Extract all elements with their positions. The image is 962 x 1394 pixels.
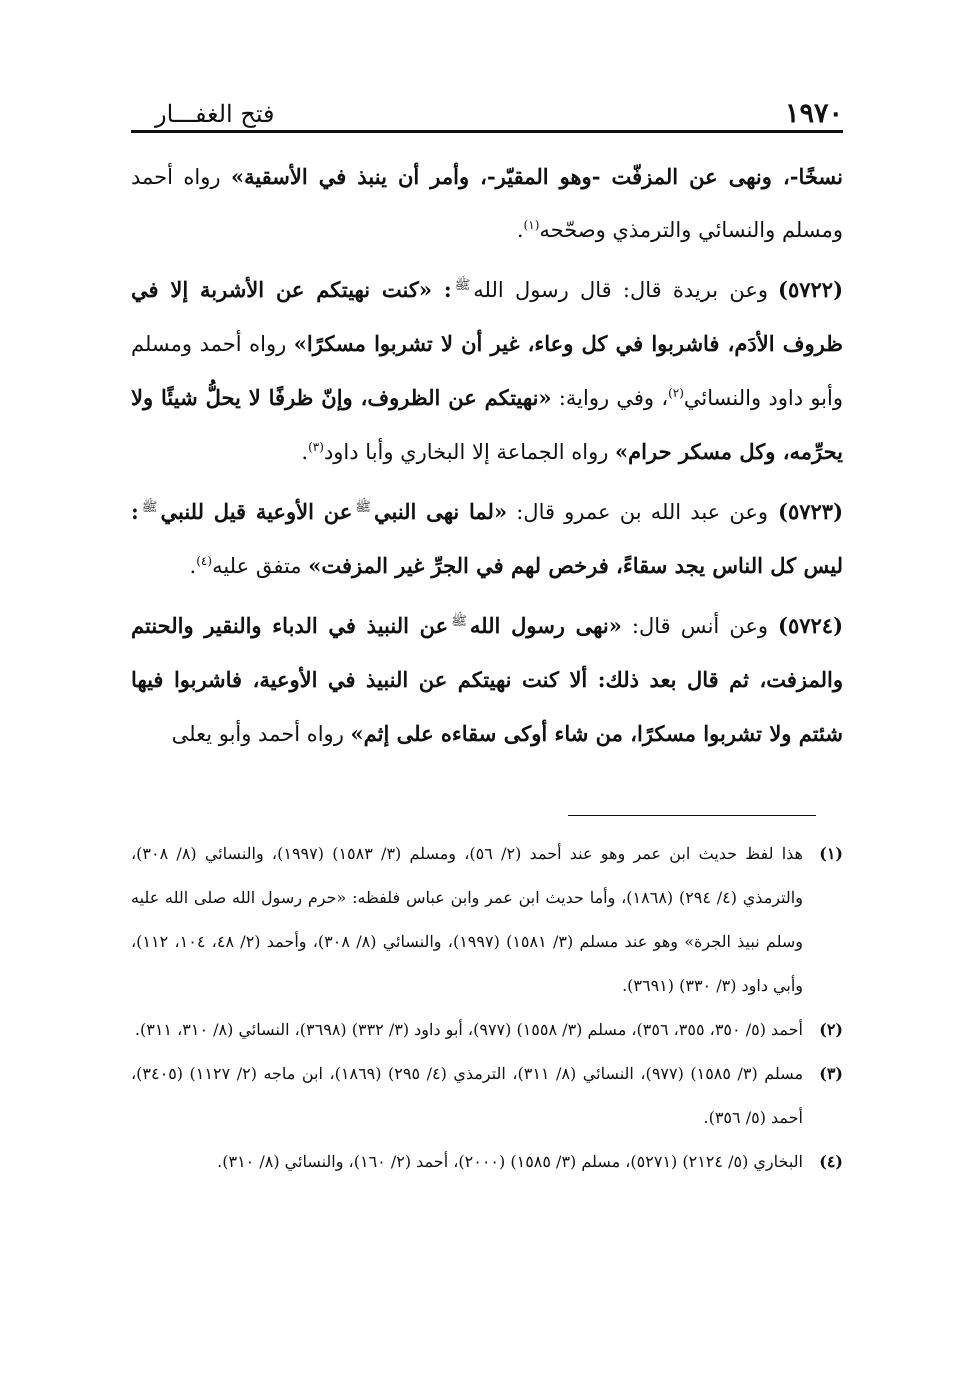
footnote-text: أحمد (٥/ ٣٥٠، ٣٥٥، ٣٥٦)، مسلم (٣/ ١٥٥٨) (٩٧٧)، أبو داود (٣/ ٣٣٢) (٣٦٩٨)، النسائي (٨/ ٣١٠، ٣١١). (134, 1020, 803, 1039)
footnote (131, 1008, 843, 1052)
footnote-number: (٤) (819, 1152, 843, 1171)
footnote-text: البخاري (٥/ ٢١٢٤) (٥٢٧١)، مسلم (٣/ ١٥٨٥) (٢٠٠٠)، أحمد (٢/ ١٦٠)، والنسائي (٨/ ٣١٠). (217, 1152, 803, 1171)
main-text (131, 150, 843, 767)
salutation-glyph: ﷺ (355, 500, 371, 515)
footnote-ref[interactable]: (٤) (196, 554, 213, 568)
narration-text: وعن أنس قال: (621, 614, 768, 638)
footnote-number: (٢) (819, 1020, 843, 1039)
footnote-number: (٣) (819, 1064, 843, 1083)
hadith-text: عن الأوعية قيل للنبي (160, 499, 353, 524)
footnote (131, 1052, 843, 1140)
paragraph (131, 599, 843, 761)
narration-text: . (189, 554, 197, 578)
hadith-text: نسخًا-، ونهى عن المزفّت -وهو المقيّر-، وأمر أن ينبذ في الأسقية» (230, 164, 843, 189)
footnotes (131, 832, 843, 1184)
book-title: فتح الغفـــار (155, 100, 275, 128)
hadith-text: «لما نهى النبي (373, 499, 508, 524)
paragraph (131, 485, 843, 593)
hadith-text: : ليس كل الناس يجد سقاءً، فرخص لهم في الجرِّ غير المزفت» (131, 499, 843, 578)
footnote-separator (568, 815, 816, 816)
narration-text: ، وفي رواية: (551, 386, 669, 410)
hadith-text: : «كنت نهيتكم عن الأشربة إلا في ظروف الأدَم، فاشربوا في كل وعاء، غير أن لا تشربوا مسكرًا» (131, 277, 843, 356)
footnote-text: هذا لفظ حديث ابن عمر وهو عند أحمد (٢/ ٥٦)، ومسلم (٣/ ١٥٨٣) (١٩٩٧)، والنسائي (٨/ ٣٠٨)، والترمذي (٤/ ٢٩٤) (١٨٦٨)، وأما حديث ابن عمر وابن عباس فلفظه: «حرم رسول الله صلى الله عليه وسلم نبيذ الجرة» وهو عند مسلم (٣/ ١٥٨١) (١٩٩٧)، والنسائي (٨/ ٣٠٨)، وأحمد (٢/ ٤٨، ١٠٤، ١١٢)، وأبي داود (٣/ ٣٣٠) (٣٦٩١). (131, 844, 804, 995)
footnote-ref[interactable]: (١) (523, 218, 540, 232)
narration-text: . (301, 440, 309, 464)
header-rule (131, 130, 843, 133)
hadith-number: (٥٧٢٣) (778, 499, 844, 524)
salutation-glyph: ﷺ (141, 500, 158, 515)
hadith-number: (٥٧٢٤) (778, 613, 843, 638)
hadith-number: (٥٧٢٢) (778, 277, 843, 302)
page-header (131, 96, 843, 132)
narration-text: رواه الجماعة إلا البخاري وأبا داود (323, 440, 616, 464)
footnote (131, 1140, 843, 1184)
hadith-text: «نهيتكم عن الظروف، وإنّ ظرفًا لا يحلُّ شيئًا ولا يحرِّمه، وكل مسكر حرام» (131, 385, 843, 464)
footnote-number: (١) (819, 844, 843, 863)
hadith-text: عن النبيذ في الدباء والنقير والحنتم والمزفت، ثم قال بعد ذلك: ألا كنت نهيتكم عن النبيذ في الأوعية، فاشربوا فيها شئتم ولا تشربوا مسكرًا، من شاء أوكى سقاءه على إثم» (131, 613, 843, 746)
salutation-glyph: ﷺ (454, 278, 471, 293)
narration-text: وعن عبد الله بن عمرو قال: (507, 500, 769, 524)
footnote-ref[interactable]: (٣) (308, 440, 324, 454)
footnote (131, 832, 843, 1008)
footnote-text: مسلم (٣/ ١٥٨٥) (٩٧٧)، النسائي (٨/ ٣١١)، الترمذي (٤/ ٢٩٥) (١٨٦٩)، ابن ماجه (٢/ ١١٢٧) (٣٤٠٥)، أحمد (٥/ ٣٥٦). (131, 1064, 804, 1127)
narration-text: رواه أحمد ومسلم والنسائي والترمذي وصحّحه (131, 165, 843, 242)
narration-text: متفق عليه (212, 554, 309, 578)
paragraph (131, 150, 843, 257)
salutation-glyph: ﷺ (451, 614, 467, 629)
narration-text: رواه أحمد وأبو يعلى (171, 722, 351, 746)
narration-text: وعن بريدة قال: قال رسول الله (473, 278, 768, 302)
narration-text: رواه أحمد ومسلم وأبو داود والنسائي (131, 332, 843, 410)
paragraph (131, 263, 843, 479)
narration-text: . (516, 218, 524, 242)
hadith-text: «نهى رسول الله (469, 613, 622, 638)
footnote-ref[interactable]: (٢) (668, 386, 684, 400)
page-number: ١٩٧٠ (784, 98, 843, 129)
